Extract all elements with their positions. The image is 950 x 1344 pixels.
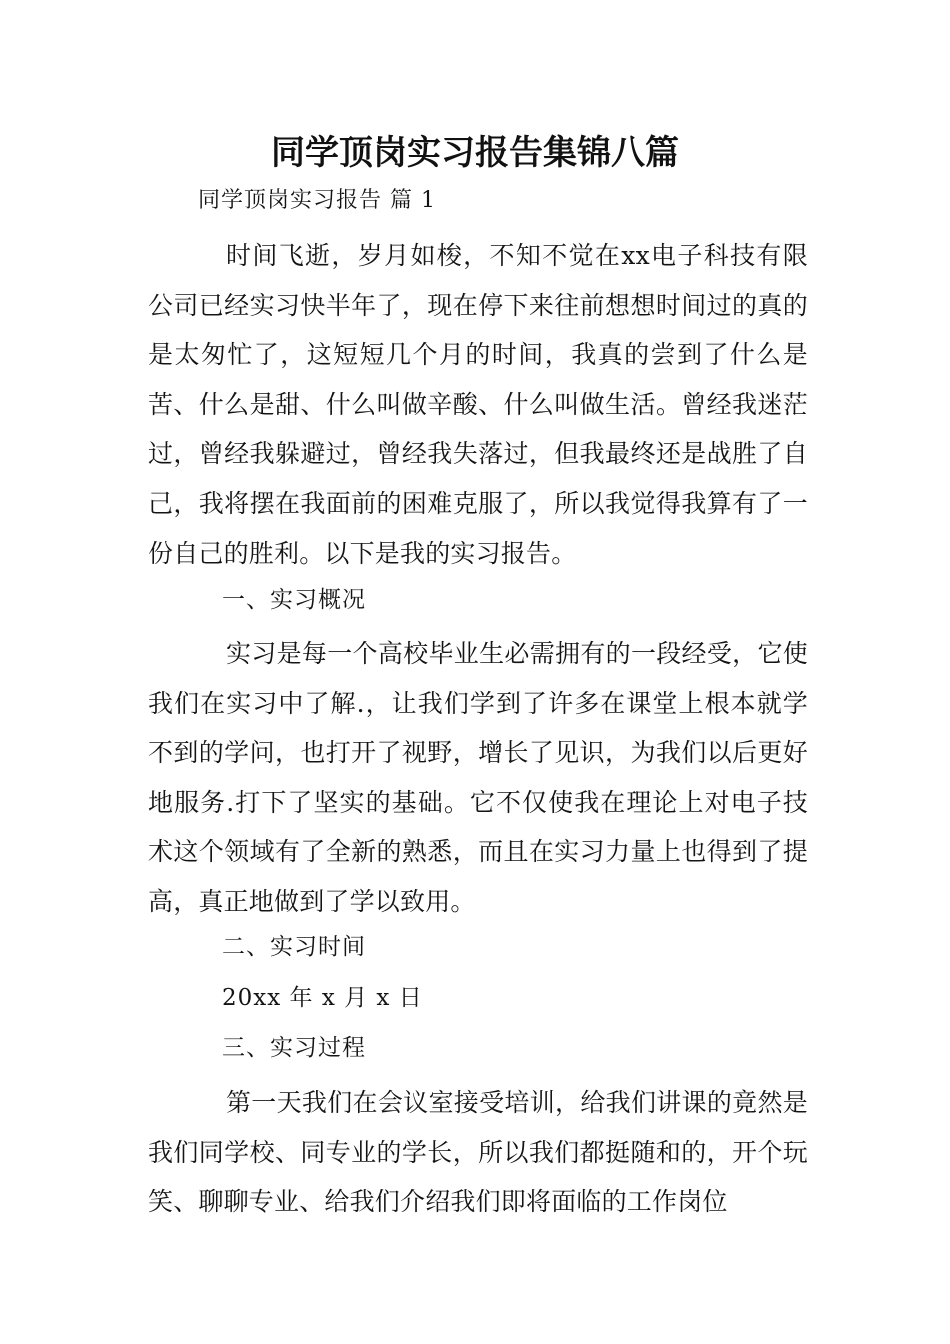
paragraph-intro: 时间飞逝，岁月如梭，不知不觉在xx电子科技有限公司已经实习快半年了，现在停下来往前想想时间过的真的是太匆忙了，这短短几个月的时间，我真的尝到了什么是苦、什么是甜、什么叫做辛酸、什么叫做生活。曾经我迷茫过，曾经我躲避过，曾经我失落过，但我最终还是战胜了自己，我将摆在我面前的困难克服了，所以我觉得我算有了一份自己的胜利。以下是我的实习报告。 [148,241,808,568]
document-title: 同学顶岗实习报告集锦八篇 [271,133,679,173]
heading-overview: 一、实习概况 [222,587,366,613]
heading-process: 三、实习过程 [222,1035,366,1061]
heading-time: 二、实习时间 [222,934,366,960]
report-subtitle: 同学顶岗实习报告 篇 1 [198,188,436,213]
paragraph-overview: 实习是每一个高校毕业生必需拥有的一段经受，它使我们在实习中了解.，让我们学到了许多在课堂上根本就学不到的学问，也打开了视野，增长了见识，为我们以后更好地服务.打下了坚实的基础。它不仅使我在理论上对电子技术这个领域有了全新的熟悉，而且在实习力量上也得到了提高，真正地做到了学以致用。 [148,639,808,916]
internship-date: 20xx 年 x 月 x 日 [222,985,423,1011]
paragraph-process: 第一天我们在会议室接受培训，给我们讲课的竟然是我们同学校、同专业的学长，所以我们都挺随和的，开个玩笑、聊聊专业、给我们介绍我们即将面临的工作岗位 [148,1088,808,1217]
